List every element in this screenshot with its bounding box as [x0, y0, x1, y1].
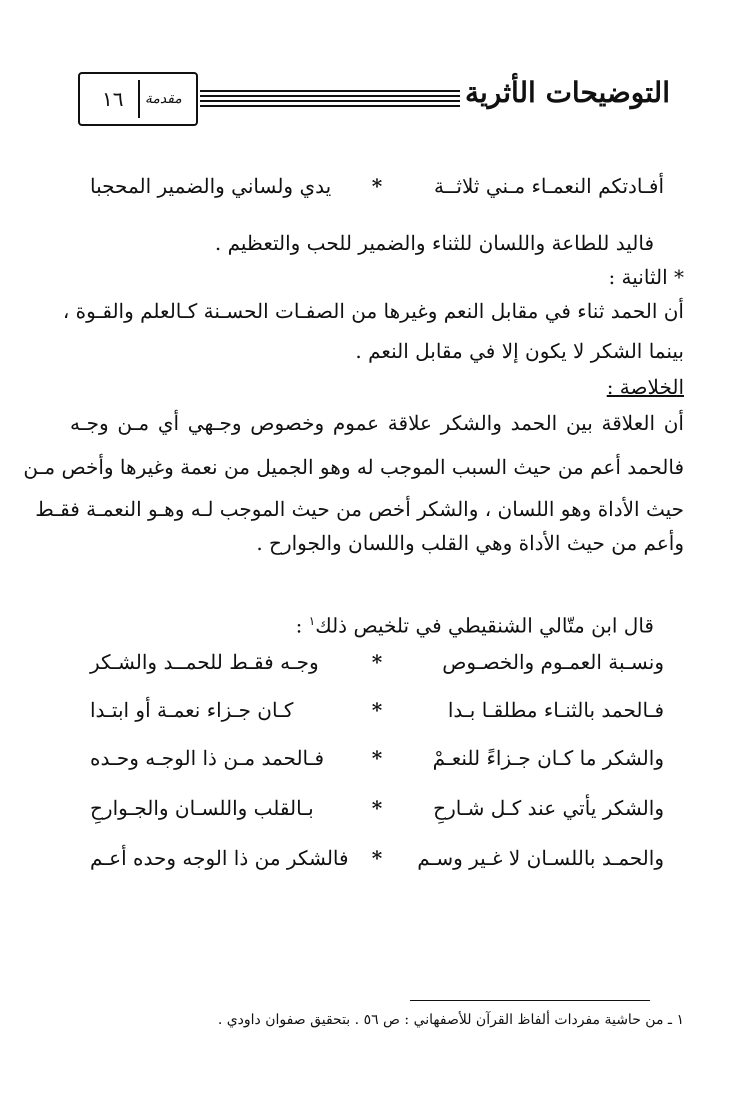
summary-heading-text: الخلاصة :	[606, 375, 684, 399]
text-line: أن الحمد ثناء في مقابل النعم وغيرها من الصفـات الحسـنة كـالعلم والقـوة ،	[62, 299, 684, 323]
text-line: بينما الشكر لا يكون إلا في مقابل النعم .	[355, 339, 684, 363]
verse-separator: *	[371, 174, 383, 198]
running-title: التوضيحات الأثرية	[464, 76, 670, 109]
footnote-rule	[410, 1000, 650, 1001]
text-line: وأعم من حيث الأداة وهي القلب واللسان والجوارح .	[256, 531, 684, 555]
verse-row	[90, 796, 664, 826]
verse-row	[90, 746, 664, 776]
hemistich-first: أفـادتكم النعمـاء مـني ثلاثــة	[433, 174, 664, 198]
book-icon	[78, 72, 198, 126]
quote-intro-colon: :	[295, 613, 309, 638]
verse-separator: *	[371, 796, 383, 820]
footnote-ref: ١	[308, 614, 316, 628]
hemistich-first: ونسـبة العمـوم والخصـوص	[442, 650, 664, 674]
page-number: ١٦	[101, 87, 124, 111]
hemistich-first: والحمـد باللسـان لا غـير وسـم	[417, 846, 664, 870]
verse-separator: *	[371, 746, 383, 770]
verse-separator: *	[371, 650, 383, 674]
hemistich-first: والشكر ما كـان جـزاءً للنعـمْ	[432, 746, 664, 770]
book-spine	[138, 80, 140, 118]
verse-separator: *	[371, 698, 383, 722]
hemistich-second: يدي ولساني والضمير المحجبا	[90, 174, 332, 198]
text-line: أن العلاقة بين الحمد والشكر علاقة عموم وخصوص وجـهي أي مـن وجـه	[70, 411, 684, 435]
text-line: حيث الأداة وهو اللسان ، والشكر أخص من حيث الموجب لـه وهـو النعمـة فقـط	[35, 497, 684, 521]
section-heading: * الثانية :	[608, 265, 684, 289]
summary-heading	[70, 372, 684, 402]
verse-row	[90, 698, 664, 728]
quote-intro	[70, 606, 654, 641]
verse-row	[90, 650, 664, 680]
hemistich-second: فـالحمد مـن ذا الوجـه وحـده	[90, 746, 325, 770]
hemistich-second: بـالقلب واللسـان والجـوارحِ	[90, 796, 314, 820]
text-line: فالحمد أعم من حيث السبب الموجب له وهو الجميل من نعمة وغيرها وأخص مـن	[23, 455, 684, 479]
verse-separator: *	[371, 846, 383, 870]
hemistich-second: كـان جـزاء نعمـة أو ابتـدا	[90, 698, 294, 722]
section-label: مقدمة	[144, 91, 182, 107]
verse-row	[90, 846, 664, 876]
footnote: ١ ـ من حاشية مفردات ألفاظ القرآن للأصفهاني : ص ٥٦ . بتحقيق صفوان داودي .	[217, 1012, 684, 1028]
hemistich-second: فالشكر من ذا الوجه وحده أعـم	[90, 846, 349, 870]
hemistich-first: فـالحمد بالثنـاء مطلقـا بـدا	[447, 698, 664, 722]
paragraph: فاليد للطاعة واللسان للثناء والضمير للحب والتعظيم .	[214, 231, 654, 255]
hemistich-second: وجـه فقـط للحمــد والشـكر	[90, 650, 319, 674]
header-rule	[200, 90, 460, 110]
page-header	[60, 62, 670, 130]
quote-intro-text: قال ابن متّالي الشنقيطي في تلخيص ذلك	[315, 613, 654, 638]
verse-intro	[90, 174, 664, 204]
hemistich-first: والشكر يأتي عند كـل شـارحِ	[433, 796, 664, 820]
